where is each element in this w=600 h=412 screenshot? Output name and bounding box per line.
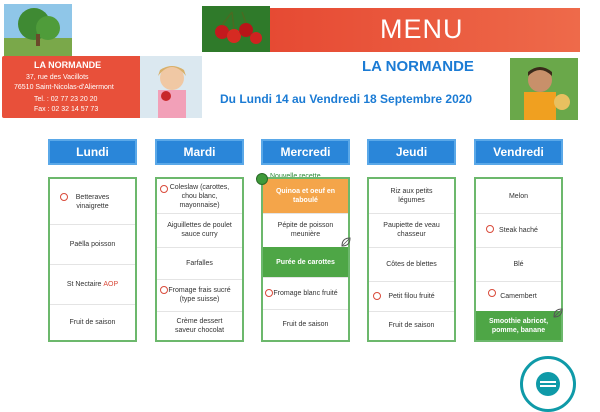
tree-photo (4, 4, 72, 56)
organic-mark-icon (373, 292, 381, 300)
menu-item: Camembert (476, 281, 561, 312)
week-dates: Du Lundi 14 au Vendredi 18 Septembre 2020 (220, 92, 473, 106)
restaurant-fax: Fax : 02 32 14 57 73 (34, 106, 99, 113)
eco-badge-icon (256, 173, 268, 185)
organic-mark-icon (486, 225, 494, 233)
menu-item: Steak haché (476, 213, 561, 248)
restaurant-phone: Tel. : 02 77 23 20 20 (34, 96, 98, 103)
menu-item: Fromage frais sucré (type suisse) (157, 279, 242, 312)
menu-item: Fruit de saison (69, 318, 116, 326)
menu-item: Blé (476, 247, 561, 282)
menu-item: St Nectaire AOP (50, 264, 135, 305)
menu-item: Melon (476, 179, 561, 214)
day-column-jeudi (367, 177, 456, 342)
menu-item: Crème dessert saveur chocolat (174, 317, 225, 334)
organic-mark-icon (160, 286, 168, 294)
cherries-photo (202, 6, 270, 52)
restaurant-city: 76510 Saint-Nicolas-d'Aliermont (14, 84, 114, 91)
organic-mark-icon (265, 289, 273, 297)
menu-item: Smoothie abricot, pomme, banane (476, 311, 561, 340)
menu-item: Betteraves vinaigrette (50, 179, 135, 225)
organic-mark-icon (60, 193, 68, 201)
menu-item: Côtes de blettes (369, 247, 454, 282)
menu-item: Riz aux petits légumes (369, 179, 454, 214)
menu-item: Purée de carottes (263, 247, 348, 278)
menu-item: Fromage blanc fruité (263, 277, 348, 310)
leaf-sprout-icon (552, 306, 566, 324)
girl-photo (140, 56, 202, 118)
day-header-vendredi: Vendredi (474, 139, 563, 165)
menu-item: Paëlla poisson (50, 224, 135, 265)
aop-label: AOP (103, 280, 119, 288)
menu-item: Aiguillettes de poulet sauce curry (157, 213, 242, 248)
menu-item: Fruit de saison (282, 321, 329, 328)
leaf-sprout-icon (340, 235, 354, 253)
day-column-mercredi (261, 177, 350, 342)
restaurant-name: LA NORMANDE (34, 60, 102, 70)
restaurant-street: 37, rue des Vacillots (26, 74, 89, 81)
eco-logo-icon (520, 356, 576, 412)
menu-item: Coleslaw (carottes, chou blanc, mayonnaise) (157, 179, 242, 214)
day-column-vendredi (474, 177, 563, 342)
menu-item: Quinoa et oeuf en taboulé (263, 179, 348, 214)
organic-mark-icon (488, 289, 496, 297)
menu-title: MENU (380, 14, 464, 44)
day-column-lundi (48, 177, 137, 342)
day-column-mardi (155, 177, 244, 342)
menu-item: Petit filou fruité (369, 281, 454, 312)
day-header-jeudi: Jeudi (367, 139, 456, 165)
menu-item: Paupiette de veau chasseur (369, 213, 454, 248)
organic-mark-icon (160, 185, 168, 193)
day-header-mercredi: Mercredi (261, 139, 350, 165)
menu-item: Pépite de poisson meunière (263, 213, 348, 248)
day-header-lundi: Lundi (48, 139, 137, 165)
menu-item: Fruit de saison (388, 322, 435, 329)
day-header-mardi: Mardi (155, 139, 244, 165)
boy-photo (510, 58, 578, 120)
restaurant-title: LA NORMANDE (362, 58, 474, 75)
menu-item: Farfalles (157, 247, 242, 280)
